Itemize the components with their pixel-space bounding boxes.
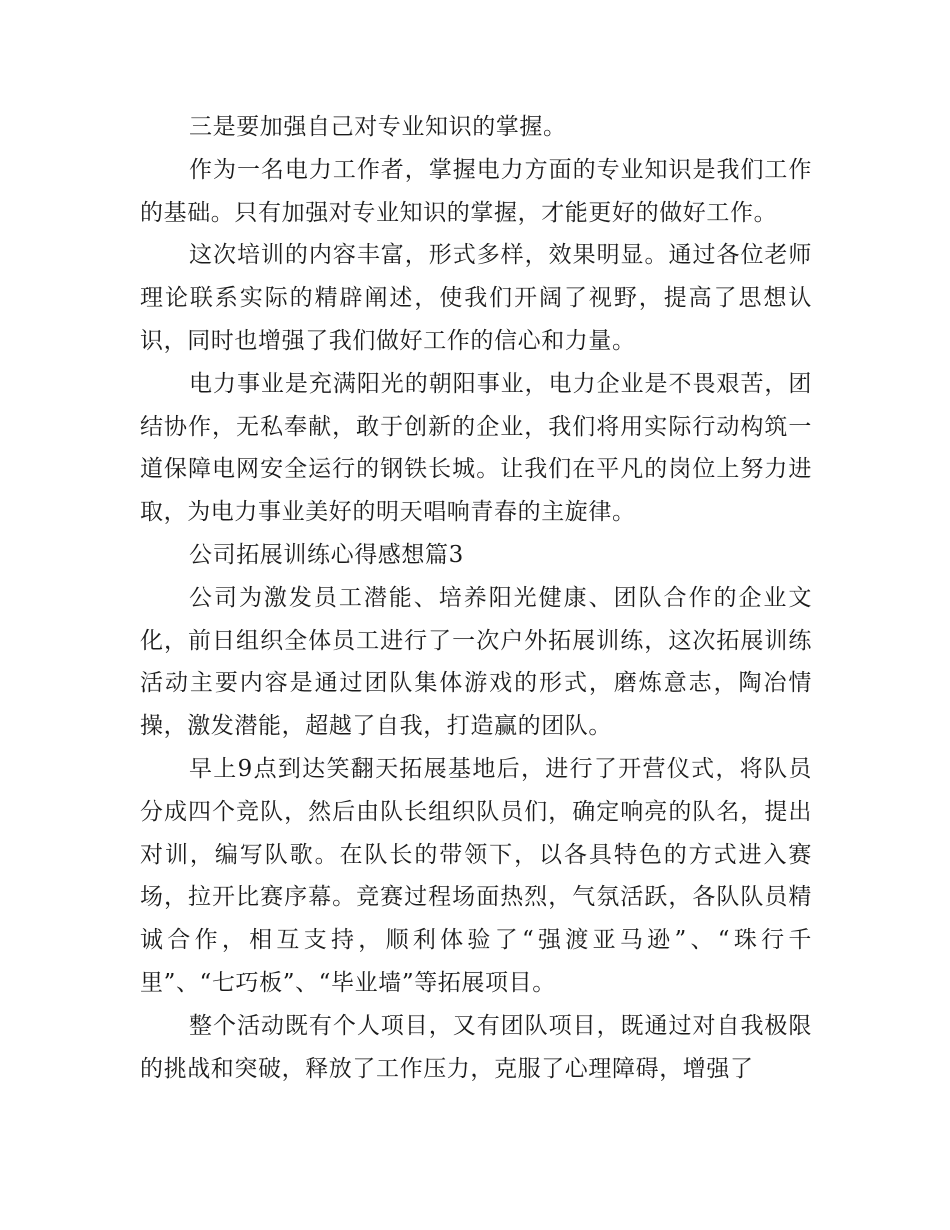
paragraph-morning-activities: 早上9点到达笑翻天拓展基地后，进行了开营仪式，将队员分成四个竞队，然后由队长组织队员们，确定响亮的队名，提出对训，编写队歌。在队长的带领下，以各具特色的方式进入赛场，拉开比赛序幕。竞赛过程场面热烈，气氛活跃，各队队员精诚合作，相互支持，顺利体验了“强渡亚马逊”、“珠行千里”、“七巧板”、“毕业墙”等拓展项目。 xyxy=(140,755,812,996)
paragraph-professional-knowledge: 作为一名电力工作者，掌握电力方面的专业知识是我们工作的基础。只有加强对专业知识的掌握，才能更好的做好工作。 xyxy=(140,156,812,226)
paragraph-outdoor-training: 公司为激发员工潜能、培养阳光健康、团队合作的企业文化，前日组织全体员工进行了一次户外拓展训练，这次拓展训练活动主要内容是通过团队集体游戏的形式，磨炼意志，陶冶情操，激发潜能，超越了自我，打造赢的团队。 xyxy=(140,584,812,740)
paragraph-power-industry: 电力事业是充满阳光的朝阳事业，电力企业是不畏艰苦，团结协作，无私奉献，敢于创新的企业，我们将用实际行动构筑一道保障电网安全运行的钢铁长城。让我们在平凡的岗位上努力进取，为电力事业美好的明天唱响青春的主旋律。 xyxy=(140,370,812,526)
document-body xyxy=(140,106,812,1090)
section-heading: 公司拓展训练心得感想篇3 xyxy=(189,541,464,568)
paragraph-activity-overview: 整个活动既有个人项目，又有团队项目，既通过对自我极限的挑战和突破，释放了工作压力，克服了心理障碍，增强了 xyxy=(140,1012,812,1082)
paragraph-training-summary: 这次培训的内容丰富，形式多样，效果明显。通过各位老师理论联系实际的精辟阐述，使我们开阔了视野，提高了思想认识，同时也增强了我们做好工作的信心和力量。 xyxy=(140,242,812,354)
paragraph-point-three: 三是要加强自己对专业知识的掌握。 xyxy=(189,114,567,140)
